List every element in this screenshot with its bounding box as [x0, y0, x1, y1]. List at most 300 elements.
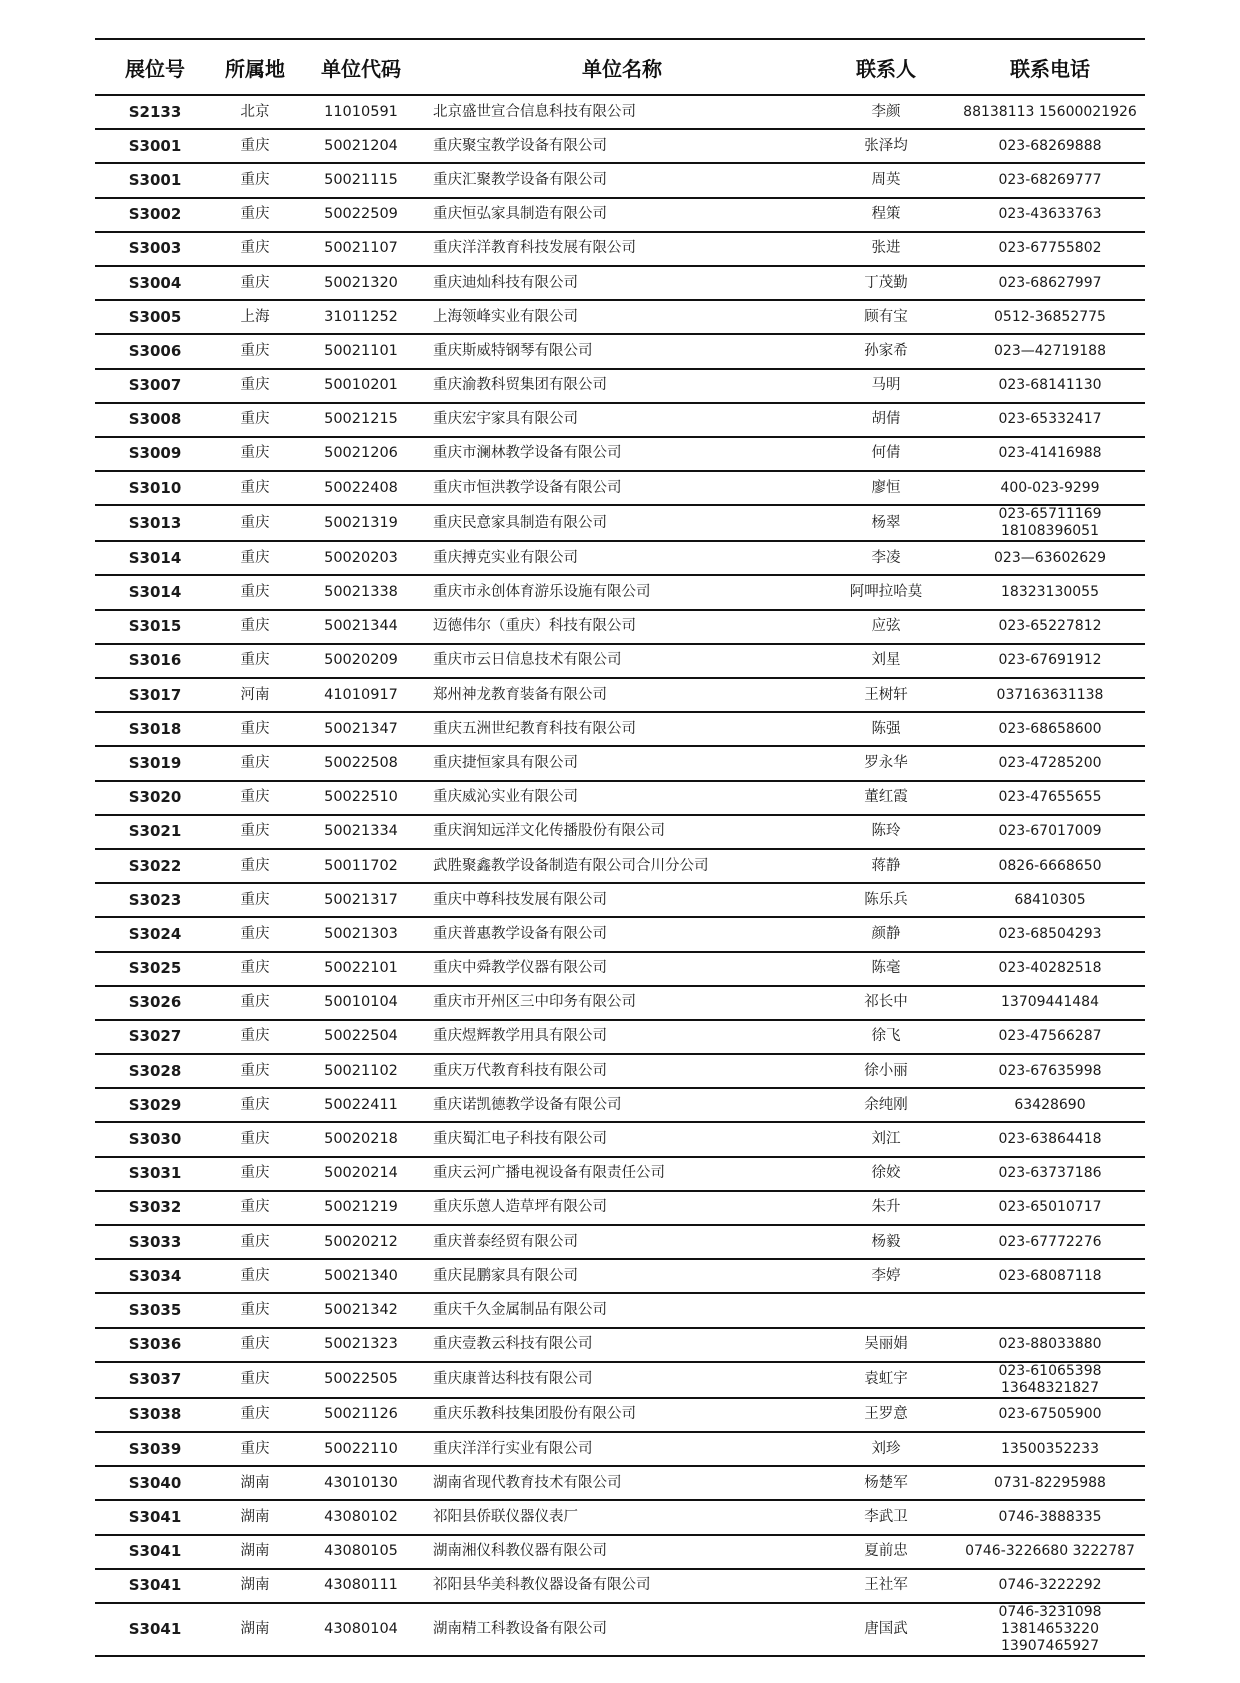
cell-code: 50010201 [295, 369, 427, 403]
cell-phone: 023-67691912 [955, 644, 1145, 678]
cell-phone: 400-023-9299 [955, 471, 1145, 505]
table-row [95, 1328, 1145, 1362]
cell-region: 重庆 [215, 1191, 295, 1225]
table-row [95, 334, 1145, 368]
cell-region: 重庆 [215, 815, 295, 849]
cell-contact: 李颜 [817, 95, 955, 129]
table-row [95, 1191, 1145, 1225]
cell-booth: S3027 [95, 1020, 215, 1054]
cell-region: 湖南 [215, 1466, 295, 1500]
header-booth: 展位号 [95, 39, 215, 95]
cell-name: 重庆中尊科技发展有限公司 [427, 883, 817, 917]
cell-name: 重庆普惠教学设备有限公司 [427, 917, 817, 951]
cell-name: 重庆迪灿科技有限公司 [427, 266, 817, 300]
cell-booth: S3030 [95, 1122, 215, 1156]
cell-name: 重庆市开州区三中印务有限公司 [427, 986, 817, 1020]
table-row [95, 1500, 1145, 1534]
table-row [95, 1020, 1145, 1054]
cell-contact: 刘江 [817, 1122, 955, 1156]
cell-contact: 杨楚军 [817, 1466, 955, 1500]
cell-contact: 袁虹宇 [817, 1362, 955, 1398]
cell-booth: S3020 [95, 781, 215, 815]
table-row [95, 1569, 1145, 1603]
cell-region: 重庆 [215, 1020, 295, 1054]
table-row [95, 917, 1145, 951]
cell-booth: S3001 [95, 129, 215, 163]
cell-booth: S3006 [95, 334, 215, 368]
cell-phone: 023-67635998 [955, 1054, 1145, 1088]
cell-region: 重庆 [215, 163, 295, 197]
cell-code: 50020218 [295, 1122, 427, 1156]
table-row [95, 300, 1145, 334]
cell-contact: 唐国武 [817, 1603, 955, 1656]
cell-code: 43010130 [295, 1466, 427, 1500]
cell-contact: 蒋静 [817, 849, 955, 883]
table-row [95, 1157, 1145, 1191]
cell-phone: 023-67017009 [955, 815, 1145, 849]
cell-region: 重庆 [215, 1362, 295, 1398]
cell-name: 重庆洋洋行实业有限公司 [427, 1432, 817, 1466]
cell-region: 重庆 [215, 1054, 295, 1088]
cell-booth: S3032 [95, 1191, 215, 1225]
cell-booth: S3019 [95, 746, 215, 780]
cell-contact: 吴丽娟 [817, 1328, 955, 1362]
cell-code: 50022505 [295, 1362, 427, 1398]
cell-phone: 0826-6668650 [955, 849, 1145, 883]
cell-contact: 徐小丽 [817, 1054, 955, 1088]
cell-booth: S3041 [95, 1500, 215, 1534]
cell-phone: 023-88033880 [955, 1328, 1145, 1362]
cell-phone: 13500352233 [955, 1432, 1145, 1466]
table-row [95, 610, 1145, 644]
cell-name: 上海领峰实业有限公司 [427, 300, 817, 334]
cell-booth: S3038 [95, 1398, 215, 1432]
cell-name: 重庆洋洋教育科技发展有限公司 [427, 232, 817, 266]
cell-phone [955, 1293, 1145, 1327]
cell-contact: 李婷 [817, 1259, 955, 1293]
cell-code: 50020209 [295, 644, 427, 678]
cell-booth: S3041 [95, 1535, 215, 1569]
cell-phone: 0746-3231098 13814653220 13907465927 [955, 1603, 1145, 1656]
cell-phone: 023-47566287 [955, 1020, 1145, 1054]
table-row [95, 403, 1145, 437]
cell-contact: 王罗意 [817, 1398, 955, 1432]
cell-code: 50022509 [295, 198, 427, 232]
table-row [95, 163, 1145, 197]
table-row [95, 849, 1145, 883]
cell-code: 50022408 [295, 471, 427, 505]
cell-region: 重庆 [215, 369, 295, 403]
cell-region: 湖南 [215, 1569, 295, 1603]
table-row [95, 266, 1145, 300]
table-row [95, 1362, 1145, 1398]
cell-booth: S3017 [95, 678, 215, 712]
cell-name: 祁阳县侨联仪器仪表厂 [427, 1500, 817, 1534]
cell-booth: S3034 [95, 1259, 215, 1293]
table-row [95, 644, 1145, 678]
table-row [95, 1054, 1145, 1088]
header-name: 单位名称 [427, 39, 817, 95]
cell-contact: 徐姣 [817, 1157, 955, 1191]
cell-phone: 0731-82295988 [955, 1466, 1145, 1500]
cell-booth: S3016 [95, 644, 215, 678]
cell-contact: 刘珍 [817, 1432, 955, 1466]
cell-name: 北京盛世宣合信息科技有限公司 [427, 95, 817, 129]
cell-phone: 023-68269777 [955, 163, 1145, 197]
table-row [95, 369, 1145, 403]
cell-contact [817, 1293, 955, 1327]
cell-code: 50022411 [295, 1088, 427, 1122]
table-row [95, 952, 1145, 986]
cell-contact: 杨毅 [817, 1225, 955, 1259]
cell-code: 50022508 [295, 746, 427, 780]
cell-code: 50021319 [295, 505, 427, 541]
cell-booth: S3005 [95, 300, 215, 334]
cell-name: 湖南省现代教育技术有限公司 [427, 1466, 817, 1500]
cell-booth: S3002 [95, 198, 215, 232]
cell-code: 50021338 [295, 575, 427, 609]
cell-code: 50021334 [295, 815, 427, 849]
cell-booth: S3015 [95, 610, 215, 644]
cell-contact: 徐飞 [817, 1020, 955, 1054]
cell-name: 重庆民意家具制造有限公司 [427, 505, 817, 541]
cell-phone: 0512-36852775 [955, 300, 1145, 334]
cell-code: 50021303 [295, 917, 427, 951]
cell-contact: 程策 [817, 198, 955, 232]
cell-contact: 胡倩 [817, 403, 955, 437]
cell-phone: 023—63602629 [955, 541, 1145, 575]
cell-phone: 0746-3222292 [955, 1569, 1145, 1603]
cell-code: 11010591 [295, 95, 427, 129]
cell-contact: 颜静 [817, 917, 955, 951]
cell-region: 重庆 [215, 781, 295, 815]
cell-region: 重庆 [215, 334, 295, 368]
cell-phone: 023-68141130 [955, 369, 1145, 403]
cell-region: 重庆 [215, 403, 295, 437]
cell-booth: S3024 [95, 917, 215, 951]
cell-code: 31011252 [295, 300, 427, 334]
cell-code: 50021317 [295, 883, 427, 917]
cell-booth: S3035 [95, 1293, 215, 1327]
table-row [95, 746, 1145, 780]
cell-phone: 023-47285200 [955, 746, 1145, 780]
table-row [95, 1535, 1145, 1569]
cell-code: 50021206 [295, 437, 427, 471]
cell-contact: 杨翠 [817, 505, 955, 541]
table-row [95, 232, 1145, 266]
cell-booth: S3026 [95, 986, 215, 1020]
cell-phone: 18323130055 [955, 575, 1145, 609]
cell-contact: 张进 [817, 232, 955, 266]
cell-contact: 阿呷拉哈莫 [817, 575, 955, 609]
cell-name: 重庆普泰经贸有限公司 [427, 1225, 817, 1259]
cell-code: 50021219 [295, 1191, 427, 1225]
cell-contact: 李凌 [817, 541, 955, 575]
cell-name: 重庆五洲世纪教育科技有限公司 [427, 712, 817, 746]
cell-booth: S3003 [95, 232, 215, 266]
cell-booth: S3008 [95, 403, 215, 437]
cell-region: 重庆 [215, 610, 295, 644]
table-row [95, 1293, 1145, 1327]
cell-name: 重庆搏克实业有限公司 [427, 541, 817, 575]
table-row [95, 505, 1145, 541]
cell-booth: S3028 [95, 1054, 215, 1088]
table-row [95, 198, 1145, 232]
cell-contact: 何倩 [817, 437, 955, 471]
cell-code: 50021340 [295, 1259, 427, 1293]
cell-phone: 023-65332417 [955, 403, 1145, 437]
cell-region: 北京 [215, 95, 295, 129]
cell-name: 重庆润知远洋文化传播股份有限公司 [427, 815, 817, 849]
cell-contact: 周英 [817, 163, 955, 197]
cell-code: 50020214 [295, 1157, 427, 1191]
cell-code: 50010104 [295, 986, 427, 1020]
cell-booth: S3001 [95, 163, 215, 197]
table-row [95, 575, 1145, 609]
cell-phone: 023-67755802 [955, 232, 1145, 266]
cell-booth: S3018 [95, 712, 215, 746]
cell-name: 重庆恒弘家具制造有限公司 [427, 198, 817, 232]
cell-name: 重庆煜辉教学用具有限公司 [427, 1020, 817, 1054]
cell-region: 重庆 [215, 471, 295, 505]
cell-contact: 应弦 [817, 610, 955, 644]
cell-phone: 023-68269888 [955, 129, 1145, 163]
table-row [95, 883, 1145, 917]
cell-booth: S3041 [95, 1603, 215, 1656]
cell-booth: S3025 [95, 952, 215, 986]
cell-name: 重庆汇聚教学设备有限公司 [427, 163, 817, 197]
cell-region: 上海 [215, 300, 295, 334]
cell-phone: 023-40282518 [955, 952, 1145, 986]
cell-contact: 祁长中 [817, 986, 955, 1020]
cell-name: 重庆诺凯德教学设备有限公司 [427, 1088, 817, 1122]
header-contact: 联系人 [817, 39, 955, 95]
cell-booth: S3033 [95, 1225, 215, 1259]
cell-phone: 023-67772276 [955, 1225, 1145, 1259]
cell-contact: 董红霞 [817, 781, 955, 815]
cell-region: 重庆 [215, 849, 295, 883]
cell-contact: 丁茂勤 [817, 266, 955, 300]
header-row [95, 39, 1145, 95]
cell-phone: 0746-3888335 [955, 1500, 1145, 1534]
cell-name: 重庆康普达科技有限公司 [427, 1362, 817, 1398]
cell-name: 重庆市云日信息技术有限公司 [427, 644, 817, 678]
cell-code: 50022110 [295, 1432, 427, 1466]
cell-phone: 023-65010717 [955, 1191, 1145, 1225]
table-row [95, 95, 1145, 129]
cell-booth: S3036 [95, 1328, 215, 1362]
cell-name: 重庆捷恒家具有限公司 [427, 746, 817, 780]
cell-booth: S3007 [95, 369, 215, 403]
cell-booth: S3013 [95, 505, 215, 541]
cell-booth: S3040 [95, 1466, 215, 1500]
cell-code: 41010917 [295, 678, 427, 712]
cell-phone: 023—42719188 [955, 334, 1145, 368]
cell-contact: 马明 [817, 369, 955, 403]
cell-phone: 023-47655655 [955, 781, 1145, 815]
cell-contact: 孙家希 [817, 334, 955, 368]
cell-code: 50021323 [295, 1328, 427, 1362]
cell-contact: 张泽均 [817, 129, 955, 163]
cell-region: 重庆 [215, 883, 295, 917]
table-row [95, 1122, 1145, 1156]
cell-region: 重庆 [215, 1225, 295, 1259]
table-row [95, 781, 1145, 815]
cell-name: 湖南湘仪科教仪器有限公司 [427, 1535, 817, 1569]
cell-code: 50021115 [295, 163, 427, 197]
cell-region: 重庆 [215, 746, 295, 780]
cell-contact: 余纯刚 [817, 1088, 955, 1122]
cell-region: 重庆 [215, 541, 295, 575]
cell-name: 重庆渝教科贸集团有限公司 [427, 369, 817, 403]
cell-name: 重庆斯威特钢琴有限公司 [427, 334, 817, 368]
cell-region: 湖南 [215, 1500, 295, 1534]
cell-name: 湖南精工科教设备有限公司 [427, 1603, 817, 1656]
cell-phone: 023-63864418 [955, 1122, 1145, 1156]
cell-phone: 88138113 15600021926 [955, 95, 1145, 129]
cell-phone: 023-68087118 [955, 1259, 1145, 1293]
cell-contact: 顾有宝 [817, 300, 955, 334]
cell-phone: 13709441484 [955, 986, 1145, 1020]
cell-booth: S3029 [95, 1088, 215, 1122]
cell-region: 重庆 [215, 1259, 295, 1293]
cell-booth: S3010 [95, 471, 215, 505]
cell-booth: S3014 [95, 541, 215, 575]
cell-code: 50022101 [295, 952, 427, 986]
cell-name: 重庆宏宇家具有限公司 [427, 403, 817, 437]
cell-phone: 023-41416988 [955, 437, 1145, 471]
cell-region: 湖南 [215, 1535, 295, 1569]
cell-contact: 王树轩 [817, 678, 955, 712]
cell-code: 50021215 [295, 403, 427, 437]
cell-phone: 023-68658600 [955, 712, 1145, 746]
cell-code: 43080111 [295, 1569, 427, 1603]
header-phone: 联系电话 [955, 39, 1145, 95]
cell-region: 重庆 [215, 437, 295, 471]
cell-code: 50021204 [295, 129, 427, 163]
cell-phone: 023-68627997 [955, 266, 1145, 300]
cell-name: 重庆千久金属制品有限公司 [427, 1293, 817, 1327]
cell-name: 重庆壹教云科技有限公司 [427, 1328, 817, 1362]
cell-name: 重庆威沁实业有限公司 [427, 781, 817, 815]
cell-code: 50021101 [295, 334, 427, 368]
cell-booth: S2133 [95, 95, 215, 129]
cell-name: 重庆蜀汇电子科技有限公司 [427, 1122, 817, 1156]
cell-name: 重庆市恒洪教学设备有限公司 [427, 471, 817, 505]
cell-booth: S3041 [95, 1569, 215, 1603]
cell-contact: 刘星 [817, 644, 955, 678]
cell-code: 50022504 [295, 1020, 427, 1054]
cell-name: 重庆乐教科技集团股份有限公司 [427, 1398, 817, 1432]
cell-name: 重庆市永创体育游乐设施有限公司 [427, 575, 817, 609]
cell-name: 武胜聚鑫教学设备制造有限公司合川分公司 [427, 849, 817, 883]
cell-contact: 王社军 [817, 1569, 955, 1603]
cell-name: 重庆市澜林教学设备有限公司 [427, 437, 817, 471]
cell-phone: 023-61065398 13648321827 [955, 1362, 1145, 1398]
cell-region: 重庆 [215, 266, 295, 300]
table-row [95, 678, 1145, 712]
table-row [95, 437, 1145, 471]
exhibitor-table [95, 38, 1145, 1657]
cell-contact: 李武卫 [817, 1500, 955, 1534]
cell-booth: S3037 [95, 1362, 215, 1398]
cell-name: 重庆云河广播电视设备有限责任公司 [427, 1157, 817, 1191]
cell-name: 迈德伟尔（重庆）科技有限公司 [427, 610, 817, 644]
cell-region: 重庆 [215, 575, 295, 609]
cell-code: 43080104 [295, 1603, 427, 1656]
cell-contact: 廖恒 [817, 471, 955, 505]
table-row [95, 1225, 1145, 1259]
cell-booth: S3022 [95, 849, 215, 883]
cell-region: 重庆 [215, 1432, 295, 1466]
cell-code: 50011702 [295, 849, 427, 883]
cell-region: 重庆 [215, 1157, 295, 1191]
table-row [95, 1088, 1145, 1122]
cell-name: 祁阳县华美科教仪器设备有限公司 [427, 1569, 817, 1603]
cell-phone: 023-43633763 [955, 198, 1145, 232]
cell-contact: 陈强 [817, 712, 955, 746]
table-row [95, 1398, 1145, 1432]
cell-code: 43080105 [295, 1535, 427, 1569]
table-row [95, 712, 1145, 746]
table-row [95, 541, 1145, 575]
cell-contact: 陈毫 [817, 952, 955, 986]
cell-code: 50021342 [295, 1293, 427, 1327]
cell-region: 重庆 [215, 952, 295, 986]
cell-region: 重庆 [215, 1122, 295, 1156]
cell-region: 重庆 [215, 644, 295, 678]
cell-code: 50021126 [295, 1398, 427, 1432]
cell-code: 50021107 [295, 232, 427, 266]
cell-region: 重庆 [215, 986, 295, 1020]
cell-booth: S3009 [95, 437, 215, 471]
header-code: 单位代码 [295, 39, 427, 95]
cell-booth: S3021 [95, 815, 215, 849]
table-row [95, 1603, 1145, 1656]
cell-contact: 陈乐兵 [817, 883, 955, 917]
cell-phone: 023-68504293 [955, 917, 1145, 951]
cell-code: 50021344 [295, 610, 427, 644]
cell-region: 重庆 [215, 917, 295, 951]
cell-phone: 037163631138 [955, 678, 1145, 712]
cell-region: 重庆 [215, 1088, 295, 1122]
cell-phone: 023-63737186 [955, 1157, 1145, 1191]
cell-code: 50021347 [295, 712, 427, 746]
cell-code: 50021102 [295, 1054, 427, 1088]
cell-phone: 0746-3226680 3222787 [955, 1535, 1145, 1569]
cell-name: 重庆万代教育科技有限公司 [427, 1054, 817, 1088]
cell-contact: 罗永华 [817, 746, 955, 780]
cell-booth: S3031 [95, 1157, 215, 1191]
cell-region: 重庆 [215, 505, 295, 541]
cell-code: 50020203 [295, 541, 427, 575]
cell-code: 50020212 [295, 1225, 427, 1259]
cell-region: 重庆 [215, 1328, 295, 1362]
cell-contact: 朱升 [817, 1191, 955, 1225]
table-row [95, 129, 1145, 163]
cell-booth: S3004 [95, 266, 215, 300]
table-row [95, 1432, 1145, 1466]
table-row [95, 1466, 1145, 1500]
cell-region: 重庆 [215, 1398, 295, 1432]
table-row [95, 471, 1145, 505]
cell-name: 重庆中舜教学仪器有限公司 [427, 952, 817, 986]
cell-phone: 68410305 [955, 883, 1145, 917]
cell-booth: S3014 [95, 575, 215, 609]
table-row [95, 815, 1145, 849]
cell-phone: 023-65711169 18108396051 [955, 505, 1145, 541]
table-row [95, 1259, 1145, 1293]
